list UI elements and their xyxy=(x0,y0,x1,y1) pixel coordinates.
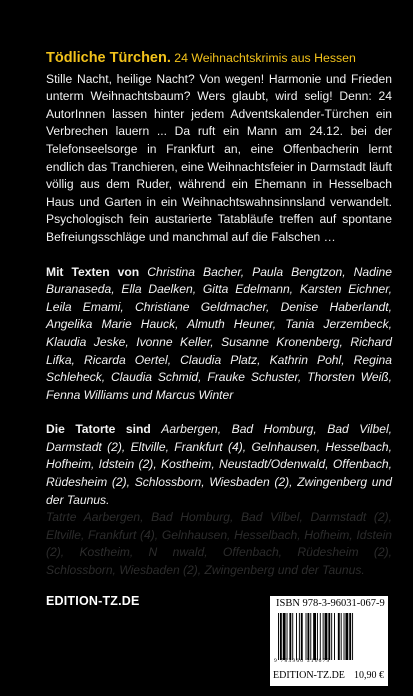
book-title: Tödliche Türchen. xyxy=(46,50,171,66)
barcode-bar xyxy=(344,613,345,660)
places-paragraph xyxy=(46,421,392,509)
barcode-bar xyxy=(280,613,282,660)
barcode-bar xyxy=(292,613,293,660)
barcode-publisher: EDITION-TZ.DE xyxy=(273,670,345,681)
barcode-bar xyxy=(331,613,332,660)
price-label: 10,90 € xyxy=(354,670,384,681)
barcode-bar xyxy=(287,613,288,660)
blurb: Stille Nacht, heilige Nacht? Von wegen! Harmonie und Frieden unterm Weihnachtsbaum? Wers glaubt, wird selig! Denn: 24 AutorInnen lassen hinter jedem Adventskalender-Türchen ein Verbrechen lauern ... Da ruft ein Mann am 24.12. bei der Telefonseelsorge in Frankfurt an, eine Offenbacherin lernt endlich das Tranchieren, eine Weihnachtsfeier in Darmstadt läuft völlig aus dem Ruder, während ein Ehemann in Hesselbach Haus und Garten in ein Weihnachtswahnsinnsland verwandelt. Psychologisch fein austarierte Tatabläufe treffen auf spontane Befreiungsschläge und manchmal auf die Falschen … xyxy=(46,71,392,244)
barcode-box xyxy=(270,596,388,686)
authors-lead: Mit Texten von xyxy=(46,264,140,279)
barcode-bar xyxy=(349,613,351,660)
barcode-bar xyxy=(341,613,342,660)
barcode-bar xyxy=(334,613,335,660)
barcode-bar xyxy=(283,613,286,660)
barcode-bar xyxy=(299,613,300,660)
places-list: Aarbergen, Bad Homburg, Bad Vilbel, Darmstadt (2), Eltville, Frankfurt (4), Gelnhausen, Hesselbach, Hofheim, Idstein (2), Kostheim, Neustadt/Odenwald, Offenbach, Rüdesheim (2), Schlossborn, Wiesbaden (2), Zwingenberg und der Taunus. xyxy=(46,422,392,507)
barcode-bar xyxy=(307,613,309,660)
barcode-bar xyxy=(328,613,330,660)
barcode-bar xyxy=(289,613,291,660)
barcode-bar xyxy=(301,613,303,660)
barcode-bar xyxy=(323,613,324,660)
barcode-bar xyxy=(317,613,318,660)
authors-paragraph xyxy=(46,264,392,405)
barcode-bar xyxy=(310,613,311,660)
cover-text xyxy=(46,50,392,580)
barcode-digits: 9 783960 310679 xyxy=(274,658,331,664)
barcode-bar xyxy=(325,613,328,660)
authors-list: Christina Bacher, Paula Bengtzon, Nadine Buranaseda, Ella Daelken, Gitta Edelmann, Karsten Eichner, Leila Emami, Christiane Geldmacher, Denise Haberlandt, Angelika Marie Hauck, Almuth Heuner, Tania Jerzembeck, Klaudia Jeske, Ivonne Keller, Susanne Kronenberg, Richard Lifka, Ricarda Oertel, Claudia Platz, Kathrin Pohl, Regina Schleheck, Claudia Schmid, Frauke Schuster, Thorsten Weiß, Fenna Williams und Marcus Winter xyxy=(46,264,392,402)
isbn-label: ISBN 978-3-96031-067-9 xyxy=(276,598,385,609)
title-line xyxy=(46,50,392,68)
barcode-bar xyxy=(313,613,316,660)
book-subtitle: 24 Weihnachtskrimis aus Hessen xyxy=(174,51,356,65)
barcode-bar xyxy=(320,613,321,660)
barcode-bar xyxy=(345,613,348,660)
ghost-text: Tatrte Aarbergen, Bad Homburg, Bad Vilbel, Darmstadt (2), Eltville, Frankfurt (4), Gelnhausen, Hesselbach, Hofheim, Idstein (2), Kostheim, N nwald, Offenbach, Rüdesheim (2), Schlossborn, Wiesbaden (2), Zwingenberg und der Taunus. xyxy=(46,510,392,578)
barcode-bar xyxy=(278,613,279,660)
publisher-name: EDITION-TZ.DE xyxy=(46,594,140,608)
barcode-bar xyxy=(296,613,297,660)
barcode-bar xyxy=(338,613,340,660)
places-lead: Die Tatorte sind xyxy=(46,422,151,437)
barcode-bar xyxy=(306,613,307,660)
barcode-bar xyxy=(352,613,353,660)
barcode-icon xyxy=(278,613,378,660)
